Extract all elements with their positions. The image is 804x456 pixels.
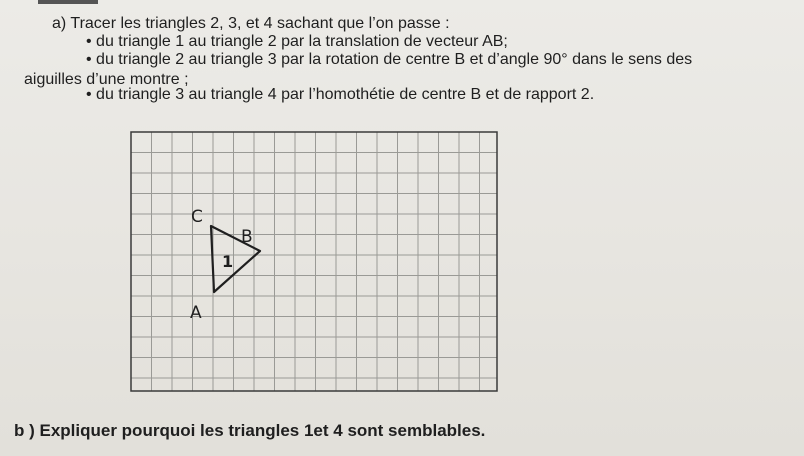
label-point-c: C bbox=[191, 207, 203, 227]
label-triangle-1: 1 bbox=[222, 252, 234, 271]
part-a-bullet-3: • du triangle 3 au triangle 4 par l’homothétie de centre B et de rapport 2. bbox=[86, 86, 595, 103]
part-a-bullet-2-continued: aiguilles d’une montre ; bbox=[24, 71, 189, 88]
part-a-bullet-2: • du triangle 2 au triangle 3 par la rotation de centre B et d’angle 90° dans le sens des bbox=[86, 51, 693, 68]
grid-lines bbox=[131, 132, 497, 391]
part-a-intro: a) Tracer les triangles 2, 3, et 4 sachant que l’on passe : bbox=[52, 15, 450, 32]
label-point-b: B bbox=[241, 227, 253, 247]
grid-border bbox=[131, 132, 497, 391]
label-point-a: A bbox=[190, 303, 202, 323]
part-b-question: b ) Expliquer pourquoi les triangles 1et 4 sont semblables. bbox=[14, 421, 486, 440]
part-a-bullet-1: • du triangle 1 au triangle 2 par la translation de vecteur AB; bbox=[86, 33, 508, 50]
